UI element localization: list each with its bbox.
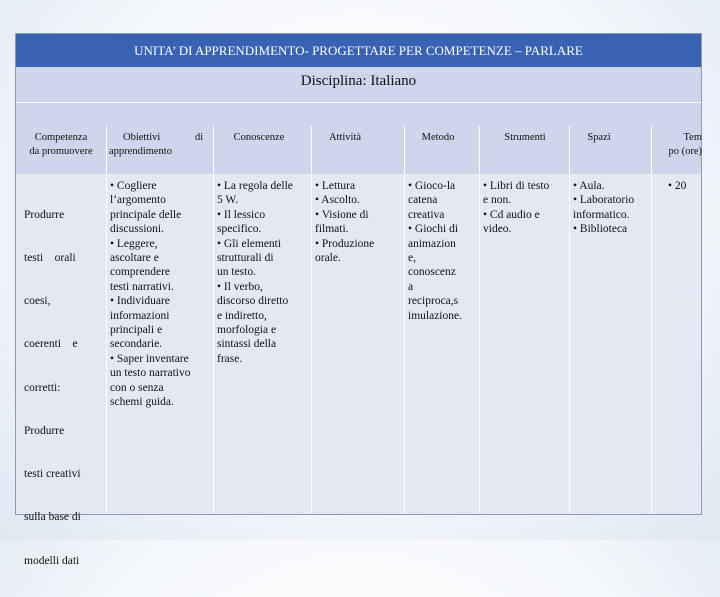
competenza-line: testi creativi bbox=[24, 468, 81, 481]
attivita-line: orale. bbox=[315, 252, 341, 265]
header-tempo-line2: po (ore) bbox=[668, 146, 702, 157]
obiettivi-line: informazioni bbox=[110, 309, 170, 322]
strumenti-line: • Libri di testo bbox=[483, 180, 550, 192]
obiettivi-line: principale delle bbox=[110, 208, 182, 221]
obiettivi-line: testi narrativi. bbox=[110, 280, 174, 293]
header-spazi-label: Spazi bbox=[587, 132, 611, 143]
attivita-line: • Produzione bbox=[315, 237, 375, 250]
header-competenza-line1: Competenza bbox=[34, 132, 88, 143]
header-attivita bbox=[311, 126, 404, 174]
obiettivi-line: principali e bbox=[110, 324, 163, 337]
unit-table bbox=[15, 33, 702, 567]
header-competenza-line2: da promuovere bbox=[29, 146, 93, 157]
metodo-line: a bbox=[408, 280, 414, 293]
obiettivi-line: un testo narrativo bbox=[110, 367, 191, 380]
attivita-line: • Lettura bbox=[315, 180, 356, 192]
header-obiettivi-word3: apprendimento bbox=[109, 146, 172, 157]
header-obiettivi bbox=[106, 126, 213, 174]
header-strumenti bbox=[479, 126, 569, 174]
conoscenze-line: un testo. bbox=[217, 266, 256, 279]
obiettivi-line: comprendere bbox=[110, 266, 171, 279]
cell-competenza bbox=[16, 174, 106, 567]
obiettivi-line: schemi guida. bbox=[110, 396, 174, 409]
conoscenze-line: e indiretto, bbox=[217, 309, 267, 322]
competenza-line: testi orali bbox=[24, 252, 76, 265]
header-obiettivi-word2: di bbox=[195, 132, 204, 143]
attivita-line: filmati. bbox=[315, 223, 349, 236]
header-competenza bbox=[16, 126, 106, 174]
column-header-row bbox=[16, 126, 701, 175]
competenza-line: coerenti e bbox=[24, 338, 78, 351]
metodo-line: e, bbox=[408, 252, 416, 265]
attivita-line: • Ascolto. bbox=[315, 194, 360, 207]
conoscenze-line: strutturali di bbox=[217, 252, 274, 265]
unit-title: UNITA’ DI APPRENDIMENTO- PROGETTARE PER COMPETENZE – PARLARE bbox=[16, 34, 701, 68]
disciplina-label: Disciplina: Italiano bbox=[300, 73, 417, 89]
obiettivi-line: • Saper inventare bbox=[110, 352, 189, 365]
competenza-line: coesi, bbox=[24, 295, 51, 308]
header-tempo-line1: Tem bbox=[683, 132, 702, 143]
header-attivita-label: Attività bbox=[328, 132, 362, 143]
cell-tempo bbox=[651, 174, 701, 514]
cell-obiettivi bbox=[106, 174, 213, 514]
obiettivi-line: discussioni. bbox=[110, 223, 164, 236]
header-spazi bbox=[569, 126, 651, 174]
competenza-line: Produrre bbox=[24, 424, 65, 437]
content-row bbox=[16, 174, 701, 567]
header-conoscenze-label: Conoscenze bbox=[233, 132, 285, 143]
metodo-line: animazion bbox=[408, 237, 456, 250]
tempo-value: • 20 bbox=[668, 180, 687, 192]
header-metodo-label: Metodo bbox=[421, 132, 455, 143]
cell-strumenti bbox=[479, 174, 569, 514]
header-tempo bbox=[651, 126, 701, 174]
spazi-line: informatico. bbox=[573, 208, 630, 221]
cell-spazi bbox=[569, 174, 651, 514]
header-conoscenze bbox=[213, 126, 311, 174]
strumenti-line: e non. bbox=[483, 194, 512, 207]
header-metodo bbox=[404, 126, 479, 174]
competenza-line: modelli dati bbox=[24, 554, 80, 567]
obiettivi-line: secondarie. bbox=[110, 338, 163, 351]
conoscenze-line: • Il verbo, bbox=[217, 280, 263, 293]
cell-attivita bbox=[311, 174, 404, 514]
conoscenze-line: 5 W. bbox=[217, 194, 239, 207]
spazi-line: • Aula. bbox=[573, 180, 605, 192]
divider bbox=[16, 102, 701, 103]
cell-metodo bbox=[404, 174, 479, 514]
strumenti-line: video. bbox=[483, 223, 512, 236]
spazi-line: • Laboratorio bbox=[573, 194, 635, 207]
cell-conoscenze bbox=[213, 174, 311, 514]
header-strumenti-label: Strumenti bbox=[504, 132, 546, 143]
obiettivi-line: • Cogliere bbox=[110, 180, 157, 192]
conoscenze-line: • Gli elementi bbox=[217, 237, 282, 250]
attivita-line: • Visione di bbox=[315, 208, 369, 221]
header-obiettivi-word1: Obiettivi bbox=[123, 132, 161, 143]
strumenti-line: • Cd audio e bbox=[483, 208, 540, 221]
competenza-line: sulla base di bbox=[24, 511, 81, 524]
conoscenze-line: sintassi della bbox=[217, 338, 277, 351]
competenza-line: Produrre bbox=[24, 208, 65, 221]
obiettivi-line: l’argomento bbox=[110, 194, 166, 207]
conoscenze-line: • La regola delle bbox=[217, 180, 293, 192]
metodo-line: catena bbox=[408, 194, 438, 207]
metodo-line: • Gioco-la bbox=[408, 180, 456, 192]
conoscenze-line: discorso diretto bbox=[217, 295, 289, 308]
metodo-line: reciproca,s bbox=[408, 295, 459, 308]
spazi-line: • Biblioteca bbox=[573, 223, 628, 236]
conoscenze-line: specifico. bbox=[217, 223, 262, 236]
metodo-line: • Giochi di bbox=[408, 223, 459, 236]
obiettivi-line: • Leggere, bbox=[110, 237, 158, 250]
conoscenze-line: • Il lessico bbox=[217, 208, 266, 221]
competenza-line: corretti: bbox=[24, 381, 61, 394]
metodo-line: creativa bbox=[408, 208, 445, 221]
metodo-line: imulazione. bbox=[408, 309, 462, 322]
conoscenze-line: morfologia e bbox=[217, 324, 277, 337]
obiettivi-line: ascoltare e bbox=[110, 252, 159, 265]
obiettivi-line: • Individuare bbox=[110, 295, 170, 308]
obiettivi-line: con o senza bbox=[110, 381, 164, 394]
metodo-line: conoscenz bbox=[408, 266, 456, 279]
conoscenze-line: frase. bbox=[217, 352, 243, 365]
